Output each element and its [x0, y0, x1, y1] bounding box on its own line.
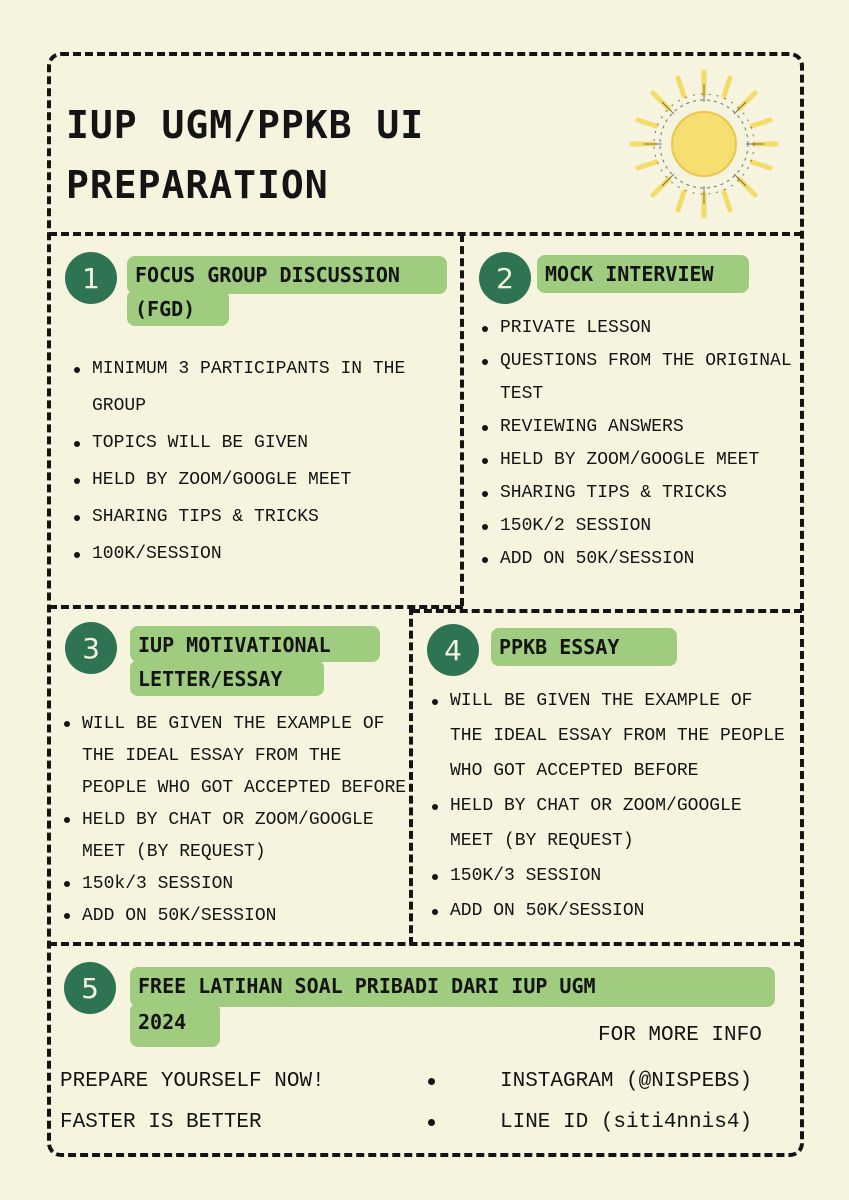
contact-instagram: INSTAGRAM (@NISPEBS): [500, 1070, 753, 1093]
section-5-heading-bg: [130, 967, 775, 1007]
list-item: WILL BE GIVEN THE EXAMPLE OF THE IDEAL ESSAY FROM THE PEOPLE WHO GOT ACCEPTED BEFORE: [64, 708, 410, 804]
divider-header: [49, 232, 802, 236]
tagline-1: PREPARE YOURSELF NOW!: [60, 1070, 325, 1093]
list-item: ADD ON 50K/SESSION: [482, 543, 792, 576]
section-3-list: [64, 708, 410, 932]
list-item: TOPICS WILL BE GIVEN: [74, 425, 452, 462]
section-5-heading-line-2: 2024: [138, 1010, 187, 1034]
contact-line-id: LINE ID (siti4nnis4): [500, 1111, 753, 1134]
list-item: SHARING TIPS & TRICKS: [74, 499, 452, 536]
bullet-icon: [428, 1119, 435, 1126]
list-item: HELD BY CHAT OR ZOOM/GOOGLE MEET (BY REQUEST): [432, 789, 792, 859]
list-item: HELD BY ZOOM/GOOGLE MEET: [482, 444, 792, 477]
more-info-label: FOR MORE INFO: [598, 1024, 762, 1047]
section-1-heading-bg: [127, 256, 447, 294]
list-item: PRIVATE LESSON: [482, 312, 792, 345]
tagline-2: FASTER IS BETTER: [60, 1111, 262, 1134]
title-line-2: PREPARATION: [66, 163, 329, 207]
list-item: ADD ON 50K/SESSION: [64, 900, 410, 932]
sun-icon: [626, 66, 782, 222]
section-2-heading-bg: [537, 255, 749, 293]
list-item: WILL BE GIVEN THE EXAMPLE OF THE IDEAL ESSAY FROM THE PEOPLE WHO GOT ACCEPTED BEFORE: [432, 684, 792, 789]
section-1-number: 1: [65, 252, 117, 304]
section-4-list: [432, 684, 792, 929]
bullet-icon: [428, 1078, 435, 1085]
section-5-heading-line-1: FREE LATIHAN SOAL PRIBADI DARI IUP UGM: [138, 974, 596, 998]
section-4-heading-line-1: PPKB ESSAY: [499, 635, 620, 659]
section-1-list: [74, 351, 452, 573]
section-3-number: 3: [65, 622, 117, 674]
page-title: [66, 95, 496, 215]
divider-col-top: [460, 234, 464, 606]
list-item: MINIMUM 3 PARTICIPANTS IN THE GROUP: [74, 351, 452, 425]
section-4-heading-bg: [491, 628, 677, 666]
list-item: REVIEWING ANSWERS: [482, 411, 792, 444]
section-5-heading-bg-2: [130, 1003, 220, 1047]
divider-left-mid: [49, 605, 463, 609]
list-item: 150K/2 SESSION: [482, 510, 792, 543]
divider-right-mid: [412, 609, 802, 613]
section-4-number: 4: [427, 624, 479, 676]
list-item: ADD ON 50K/SESSION: [432, 894, 792, 929]
section-3-heading-line-1: IUP MOTIVATIONAL: [138, 633, 331, 657]
section-3-heading-line-2: LETTER/ESSAY: [138, 667, 283, 691]
section-2-heading-line-1: MOCK INTERVIEW: [545, 262, 714, 286]
section-5-number: 5: [64, 962, 116, 1014]
list-item: 150k/3 SESSION: [64, 868, 410, 900]
list-item: SHARING TIPS & TRICKS: [482, 477, 792, 510]
list-item: QUESTIONS FROM THE ORIGINAL TEST: [482, 345, 792, 411]
section-1-heading-line-1: FOCUS GROUP DISCUSSION: [135, 263, 400, 287]
list-item: 100K/SESSION: [74, 536, 452, 573]
section-3-heading-bg: [130, 626, 380, 662]
section-1-heading-bg-2: [127, 290, 229, 326]
section-2-list: [482, 312, 792, 576]
title-line-1: IUP UGM/PPKB UI: [66, 103, 425, 147]
section-1-heading-line-2: (FGD): [135, 297, 196, 321]
section-2-number: 2: [479, 252, 531, 304]
divider-footer: [49, 942, 802, 946]
list-item: HELD BY CHAT OR ZOOM/GOOGLE MEET (BY REQUEST): [64, 804, 410, 868]
list-item: HELD BY ZOOM/GOOGLE MEET: [74, 462, 452, 499]
section-3-heading-bg-2: [130, 660, 324, 696]
list-item: 150K/3 SESSION: [432, 859, 792, 894]
